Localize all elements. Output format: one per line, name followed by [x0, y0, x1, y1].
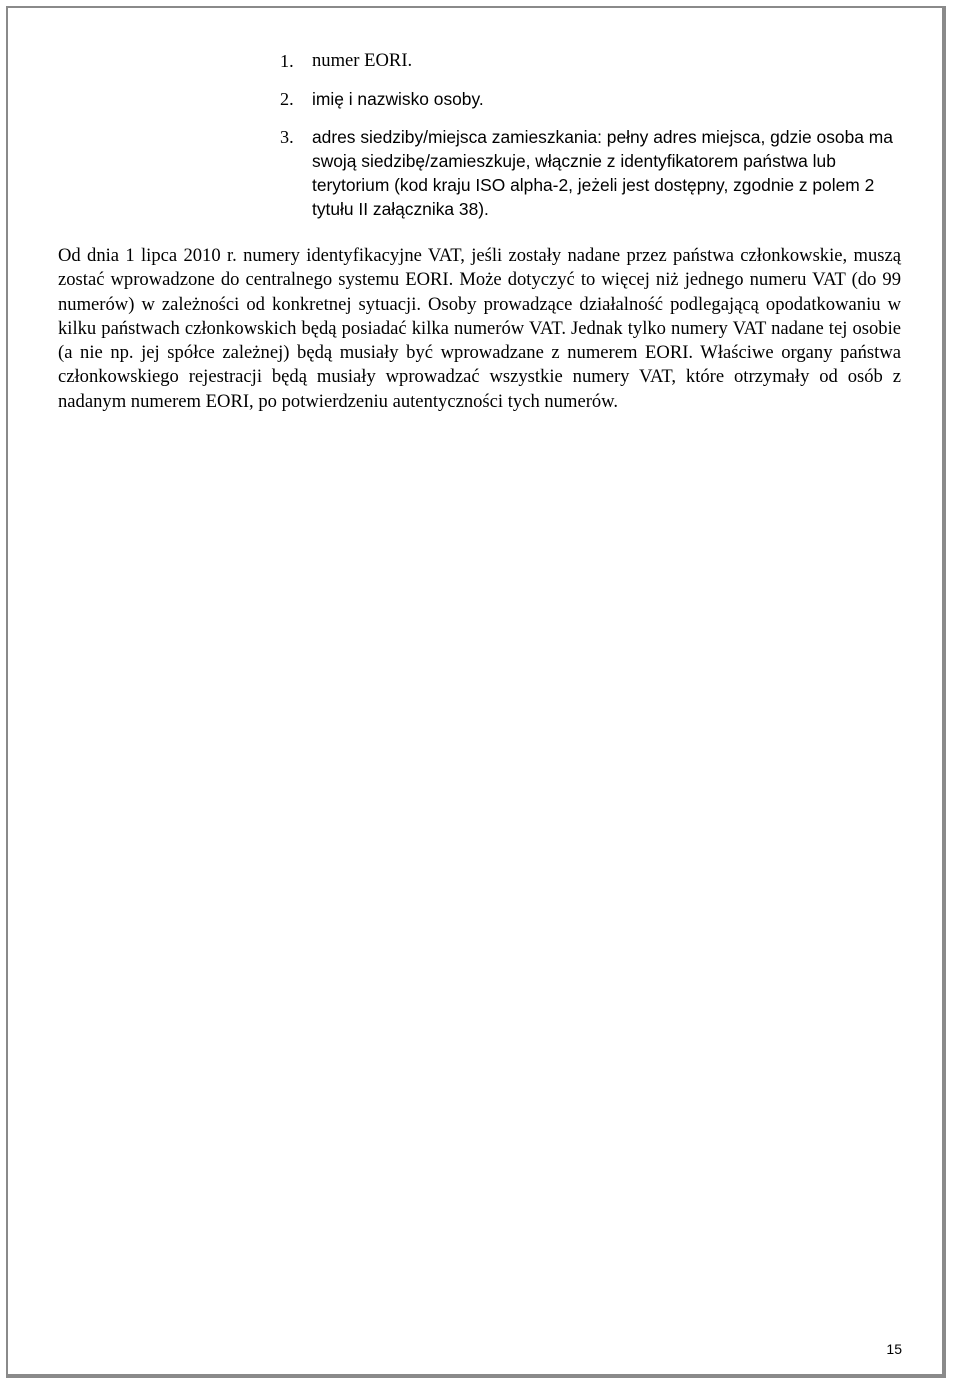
list-item	[280, 125, 900, 221]
list-item	[280, 87, 900, 111]
body-paragraph: Od dnia 1 lipca 2010 r. numery identyfikacyjne VAT, jeśli zostały nadane przez państwa członkowskie, muszą zostać wprowadzone do centralnego systemu EORI. Może dotyczyć to więcej niż jednego numeru VAT (do 99 numerów) w zależności od konkretnej sytuacji. Osoby prowadzące działalność podlegającą opodatkowaniu w kilku państwach członkowskich będą posiadać kilka numerów VAT. Jednak tylko numery VAT nadane tej osobie (a nie np. jej spółce zależnej) będą musiały być wprowadzane z numerem EORI. Właściwe organy państwa członkowskiego rejestracji będą musiały wprowadzać wszystkie numery VAT, które otrzymały od osób z nadanym numerem EORI, po potwierdzeniu autentyczności tych numerów.	[58, 245, 901, 412]
list-item-text: imię i nazwisko osoby.	[312, 89, 484, 109]
page-number: 15	[886, 1341, 902, 1357]
list-item	[280, 49, 900, 73]
list-item-number: 3.	[280, 127, 294, 147]
list-item-text: adres siedziby/miejsca zamieszkania: pełny adres miejsca, gdzie osoba ma swoją siedzibę/zamieszkuje, włącznie z identyfikatorem państwa lub terytorium (kod kraju ISO alpha-2, jeżeli jest dostępny, zgodnie z polem 2 tytułu II załącznika 38).	[312, 127, 893, 219]
list-item-text: numer EORI.	[312, 50, 413, 71]
numbered-list	[280, 49, 900, 235]
list-item-number: 1.	[280, 51, 294, 71]
list-item-number: 2.	[280, 89, 294, 109]
